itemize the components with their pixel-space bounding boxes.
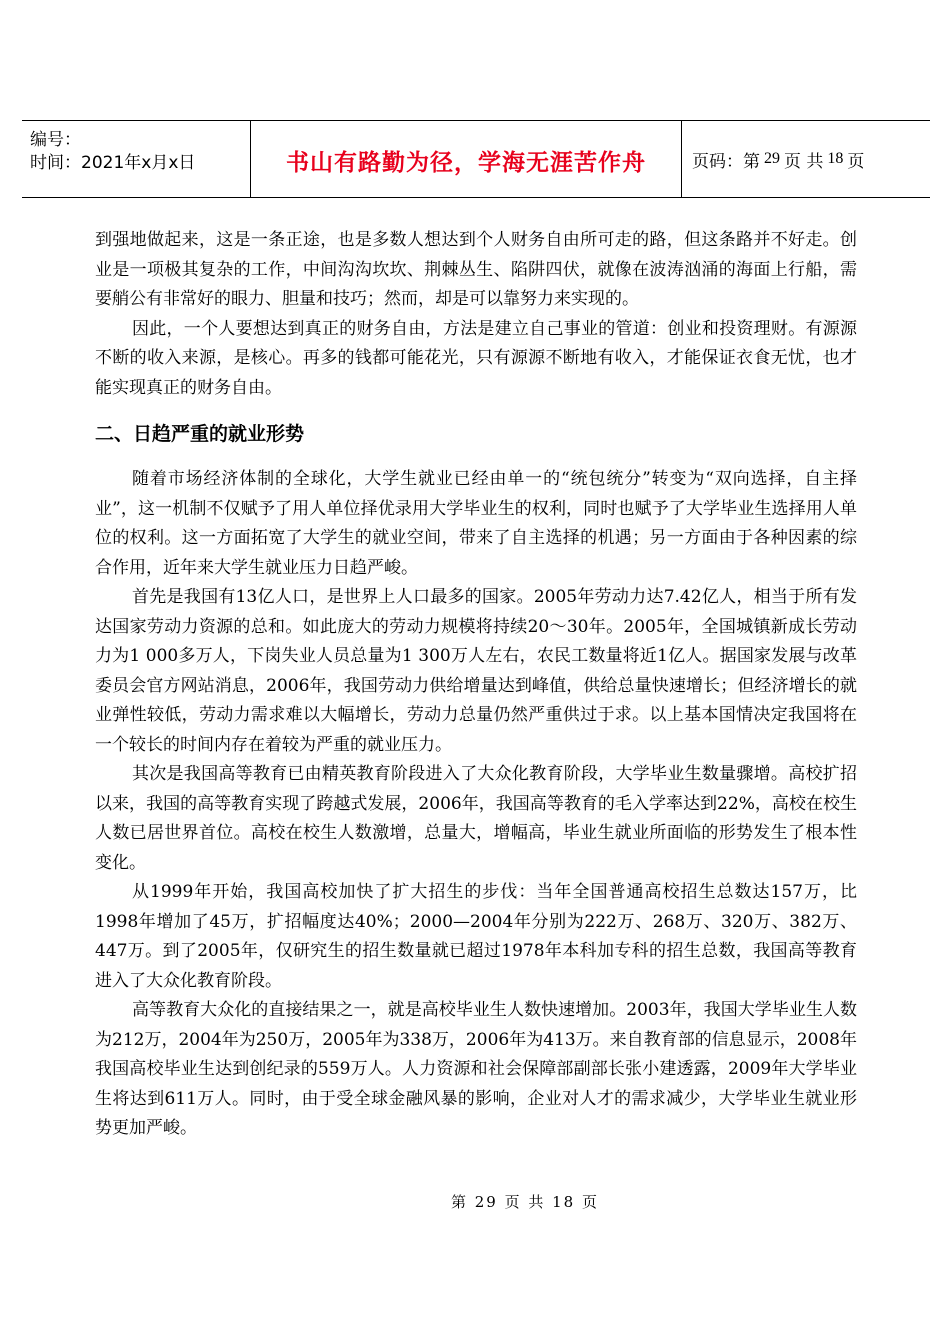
time-label: 时间：2021年x月x日 [30, 153, 196, 173]
paragraph: 到强地做起来，这是一条正途，也是多数人想达到个人财务自由所可走的路，但这条路并不好走。创业是一项极其复杂的工作，中间沟沟坎坎、荆棘丛生、陷阱四伏，就像在波涛汹涌的海面上行船，需要艄公有非常好的眼力、胆量和技巧；然而，却是可以靠努力来实现的。 [95, 230, 857, 309]
paragraph: 从1999年开始，我国高校加快了扩大招生的步伐：当年全国普通高校招生总数达157万，比1998年增加了45万，扩招幅度达40%；2000—2004年分别为222万、268万、320万、382万、447万。到了2005年，仅研究生的招生数量就已超过1978年本科加专科的招生总数，我国高等教育进入了大众化教育阶段。 [95, 882, 857, 991]
page-total: 18 [827, 150, 844, 167]
paragraph: 其次是我国高等教育已由精英教育阶段进入了大众化教育阶段，大学毕业生数量骤增。高校扩招以来，我国的高等教育实现了跨越式发展，2006年，我国高等教育的毛入学率达到22%，高校在校生人数已居世界首位。高校在校生人数激增，总量大，增幅高，毕业生就业所面临的形势发生了根本性变化。 [95, 764, 857, 873]
header-meta-cell [22, 121, 251, 197]
header-motto-cell [251, 121, 682, 197]
page-current: 29 [764, 150, 780, 167]
page-footer: 第 29 页 共 18 页 [450, 1193, 599, 1211]
page-mid: 页 共 [784, 151, 824, 172]
paragraph: 高等教育大众化的直接结果之一，就是高校毕业生人数快速增加。2003年，我国大学毕业生人数为212万，2004年为250万，2005年为338万，2006年为413万。来自教育部的信息显示，2008年我国高校毕业生达到创纪录的559万人。人力资源和社会保障部副部长张小建透露，2009年大学毕业生将达到611万人。同时，由于受全球金融风暴的影响，企业对人才的需求减少，大学毕业生就业形势更加严峻。 [95, 1000, 857, 1138]
serial-number-label: 编号： [30, 130, 81, 150]
page-prefix: 页码：第 [692, 151, 760, 172]
paragraph: 首先是我国有13亿人口，是世界上人口最多的国家。2005年劳动力达7.42亿人，相当于所有发达国家劳动力资源的总和。如此庞大的劳动力规模将持续20～30年。2005年，全国城镇新成长劳动力为1 000多万人，下岗失业人员总量为1 300万人左右，农民工数量将近1亿人。据国家发展与改革委员会官方网站消息，2006年，我国劳动力供给增量达到峰值，供给总量快速增长；但经济增长的就业弹性较低，劳动力需求难以大幅增长，劳动力总量仍然严重供过于求。以上基本国情决定我国将在一个较长的时间内存在着较为严重的就业压力。 [95, 587, 857, 755]
motto: 书山有路勤为径，学海无涯苦作舟 [286, 149, 646, 176]
paragraph: 随着市场经济体制的全球化，大学生就业已经由单一的“统包统分”转变为“双向选择，自主择业”，这一机制不仅赋予了用人单位择优录用大学毕业生的权利，同时也赋予了大学毕业生选择用人单位的权利。这一方面拓宽了大学生的就业空间，带来了自主选择的机遇；另一方面由于各种因素的综合作用，近年来大学生就业压力日趋严峻。 [95, 469, 857, 578]
page-suffix: 页 [847, 151, 865, 172]
paragraph: 因此，一个人要想达到真正的财务自由，方法是建立自己事业的管道：创业和投资理财。有源源不断的收入来源，是核心。再多的钱都可能花光，只有源源不断地有收入，才能保证衣食无忧，也才能实现真正的财务自由。 [95, 318, 857, 398]
body-content [95, 226, 857, 1144]
header-page-cell [682, 121, 930, 197]
page-header [22, 120, 930, 198]
section-heading: 二、日趋严重的就业形势 [95, 423, 305, 445]
